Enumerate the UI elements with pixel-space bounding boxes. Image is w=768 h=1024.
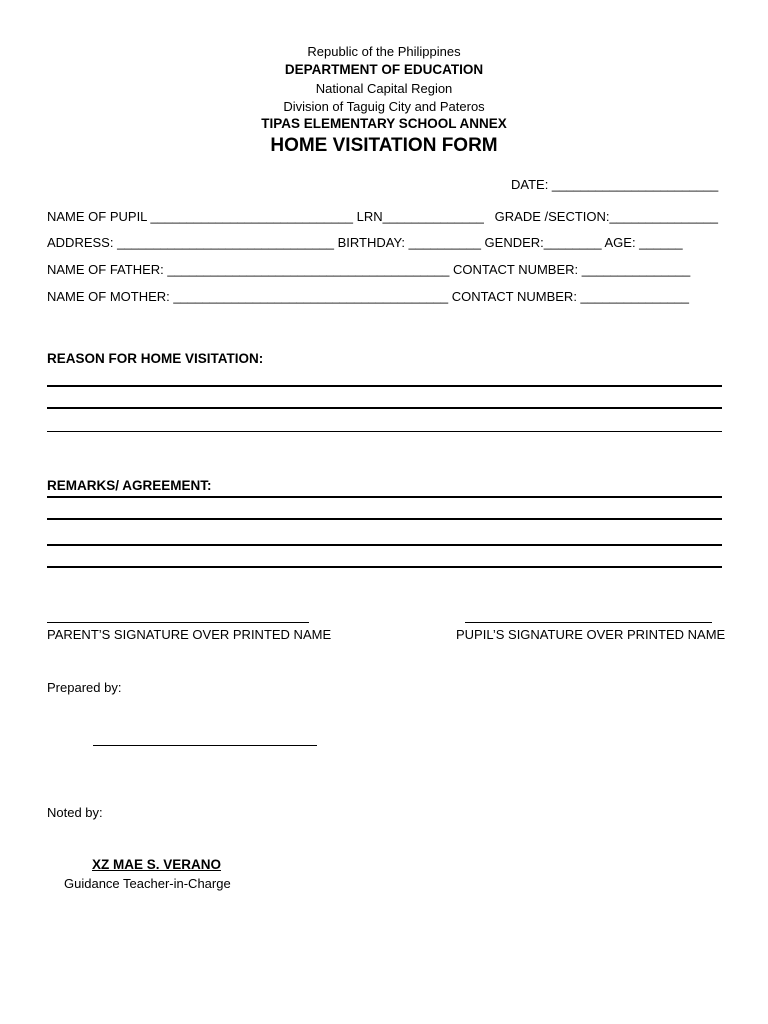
pupil-signature-label: PUPIL’S SIGNATURE OVER PRINTED NAME (456, 627, 726, 642)
division-line: Division of Taguig City and Pateros (283, 99, 485, 114)
prepared-by-label: Prepared by: (47, 680, 122, 695)
region-line: National Capital Region (315, 81, 453, 96)
pupil-row[interactable]: NAME OF PUPIL ____________________________ LRN______________ GRADE /SECTION:_______________ (47, 209, 718, 224)
reason-line-1[interactable] (47, 385, 722, 387)
school-name: TIPAS ELEMENTARY SCHOOL ANNEX (261, 116, 507, 131)
reason-line-2[interactable] (47, 407, 722, 409)
republic-line: Republic of the Philippines (307, 44, 461, 59)
reason-label: REASON FOR HOME VISITATION: (47, 351, 264, 366)
parent-signature-label: PARENT’S SIGNATURE OVER PRINTED NAME (47, 627, 332, 642)
mother-row[interactable]: NAME OF MOTHER: ______________________________________ CONTACT NUMBER: _______________ (47, 289, 689, 304)
remarks-line-4[interactable] (47, 566, 722, 568)
prepared-by-signature-line[interactable] (93, 745, 317, 746)
date-field[interactable]: DATE: _______________________ (511, 177, 719, 192)
remarks-label: REMARKS/ AGREEMENT: (47, 478, 212, 493)
parent-signature-line[interactable] (47, 622, 309, 623)
remarks-line-3[interactable] (47, 544, 722, 546)
remarks-line-2[interactable] (47, 518, 722, 520)
noted-by-name: XZ MAE S. VERANO (92, 857, 222, 872)
reason-line-3[interactable] (47, 431, 722, 432)
pupil-signature-line[interactable] (465, 622, 712, 623)
noted-by-label: Noted by: (47, 805, 103, 820)
form-title: HOME VISITATION FORM (270, 135, 498, 156)
father-row[interactable]: NAME OF FATHER: _______________________________________ CONTACT NUMBER: _______________ (47, 262, 691, 277)
address-row[interactable]: ADDRESS: ______________________________ BIRTHDAY: __________ GENDER:________ AGE: ______ (47, 235, 683, 250)
department-line: DEPARTMENT OF EDUCATION (284, 62, 484, 77)
remarks-line-1[interactable] (47, 496, 722, 498)
noted-by-title: Guidance Teacher-in-Charge (64, 876, 231, 891)
